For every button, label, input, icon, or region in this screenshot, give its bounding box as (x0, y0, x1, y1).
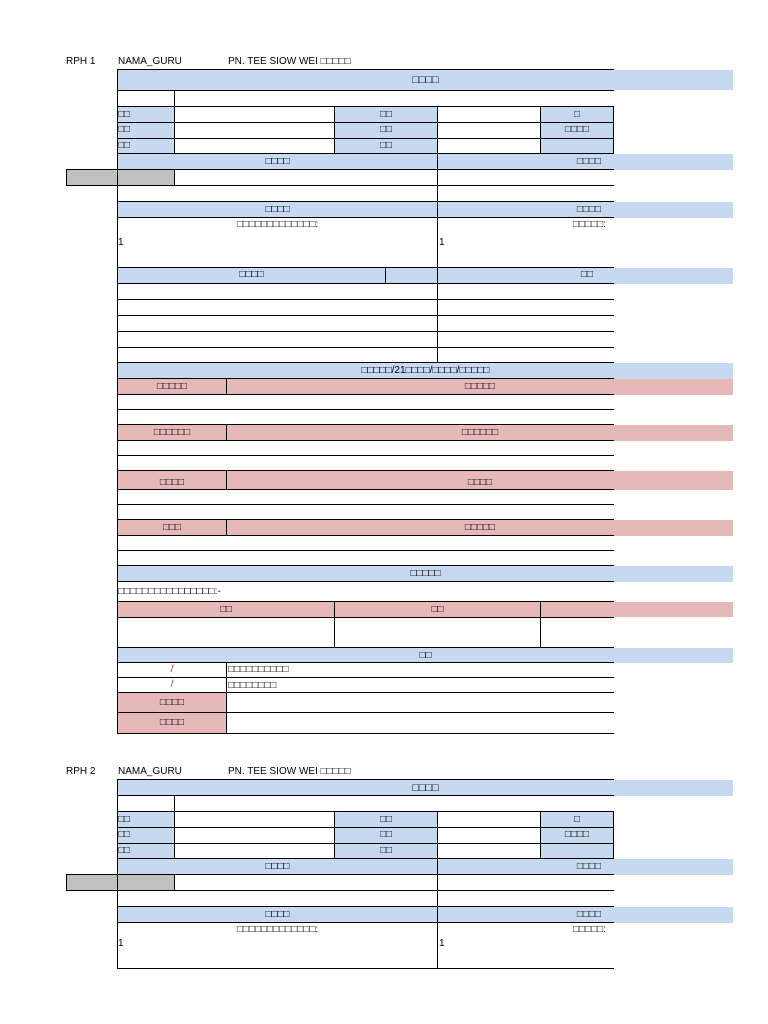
objective-left: □□□□□□□□□□□□□: (236, 219, 319, 230)
nama-guru-label: NAMA_GURU (118, 56, 182, 67)
pink3-right: □□□□ (467, 477, 493, 488)
header-c-right: □□ (580, 269, 593, 280)
header-b-right: □□□□ (576, 204, 601, 215)
objective-left-number: 1 (118, 938, 124, 949)
row2-label: □□ (118, 124, 131, 135)
rph-number: RPH 1 (66, 56, 96, 67)
row2-mid-label: □□ (379, 829, 393, 840)
title-box-label: □□□□ (412, 74, 439, 86)
gray-cell (66, 170, 175, 186)
row2-label: □□ (118, 829, 131, 840)
objective-left: □□□□□□□□□□□□□: (236, 924, 319, 935)
gray-cell (66, 875, 175, 891)
rph-number: RPH 2 (66, 766, 96, 777)
row2-mid-label: □□ (379, 124, 393, 135)
objective-left-number: 1 (118, 237, 124, 248)
row3-label: □□ (118, 140, 131, 151)
reflect-label-4: □□□□ (159, 717, 185, 728)
header-a-right: □□□□ (576, 156, 601, 167)
teacher-name: PN. TEE SIOW WEI □□□□□ (228, 56, 351, 67)
header-a-left: □□□□ (265, 156, 290, 167)
section-reflect-title: □□ (419, 650, 432, 661)
row2-right-label: □□□□ (564, 829, 590, 840)
pink2-left: □□□□□□ (153, 427, 191, 438)
pink2-right: □□□□□□ (461, 427, 499, 438)
nama-guru-label: NAMA_GURU (118, 766, 182, 777)
assess-header-1: □□ (219, 604, 233, 615)
header-c-left: □□□□ (239, 269, 264, 280)
header-a-right: □□□□ (576, 861, 601, 872)
row3-mid-label: □□ (379, 845, 393, 856)
pink1-right: □□□□□ (464, 381, 496, 392)
objective-right: □□□□□: (573, 924, 606, 935)
header-a-left: □□□□ (265, 861, 290, 872)
row1-label: □□ (118, 109, 131, 120)
assess-note: □□□□□□□□□□□□□□□□:- (118, 586, 221, 597)
assess-header-2: □□ (431, 604, 444, 615)
pink1-left: □□□□□ (156, 381, 188, 392)
header-b-right: □□□□ (576, 909, 601, 920)
reflect-text-2: □□□□□□□□ (228, 680, 277, 691)
objective-right-number: 1 (439, 237, 445, 248)
header-b-left: □□□□ (265, 909, 290, 920)
row1-mid-label: □□ (379, 109, 393, 120)
teacher-name: PN. TEE SIOW WEI □□□□□ (228, 766, 351, 777)
row1-right-label: □ (573, 814, 581, 825)
row3-mid-label: □□ (379, 140, 393, 151)
reflect-text-1: □□□□□□□□□□ (228, 664, 289, 675)
pink3-left: □□□□ (159, 477, 185, 488)
row1-right-label: □ (573, 109, 581, 120)
title-box-label: □□□□ (412, 782, 439, 794)
pink4-left: □□□ (162, 522, 182, 533)
section-assess-title: □□□□□ (410, 568, 441, 579)
row2-right-label: □□□□ (564, 124, 590, 135)
reflect-label-3: □□□□ (159, 697, 185, 708)
section-thinking-title: □□□□□/21□□□□/□□□□/□□□□□ (361, 365, 490, 376)
row1-mid-label: □□ (379, 814, 393, 825)
objective-right-number: 1 (439, 938, 445, 949)
header-b-left: □□□□ (265, 204, 290, 215)
objective-right: □□□□□: (573, 219, 606, 230)
reflect-mark-2: / (170, 679, 174, 690)
row3-label: □□ (118, 845, 131, 856)
reflect-mark-1: / (170, 664, 174, 675)
pink4-right: □□□□□ (464, 522, 496, 533)
row1-label: □□ (118, 814, 131, 825)
